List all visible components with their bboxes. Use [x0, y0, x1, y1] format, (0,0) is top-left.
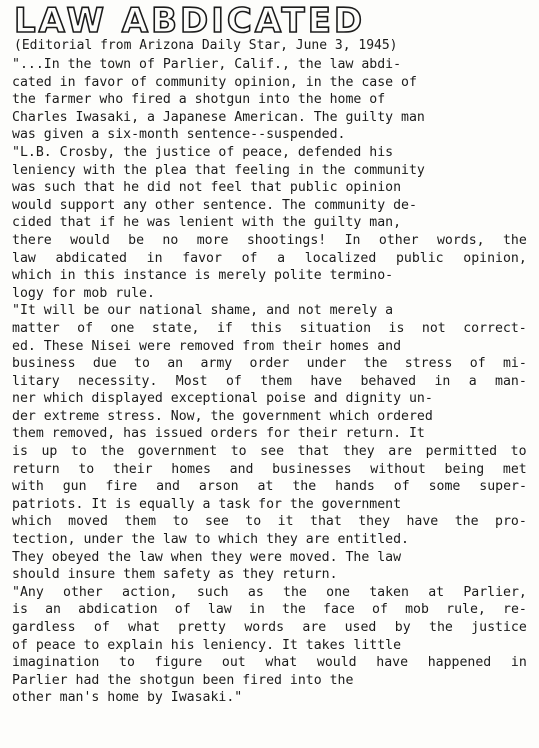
body-line: the farmer who fired a shotgun into the home of — [12, 92, 386, 108]
body-line: other man's home by Iwasaki." — [12, 690, 243, 706]
body-line: "...In the town of Parlier, Calif., the law abdi- — [12, 57, 402, 72]
body-line: was given a six-month sentence--suspended. — [12, 127, 346, 143]
body-line: was such that he did not feel that public opinion — [12, 180, 402, 196]
body-line: which moved them to see to it that they have the pro- — [12, 514, 527, 530]
editorial-body — [12, 56, 527, 707]
headline: LAW ABDICATED — [14, 1, 366, 41]
source-line: (Editorial from Arizona Daily Star, June 3, 1945) — [14, 38, 398, 53]
body-line: der extreme stress. Now, the government which ordered — [12, 408, 433, 424]
body-line: of peace to explain his leniency. It takes little — [12, 637, 402, 653]
body-line: which in this instance is merely polite termino- — [12, 268, 394, 284]
body-line: with gun fire and arson at the hands of some super- — [12, 479, 527, 495]
body-line: gardless of what pretty words are used by the justice — [12, 620, 527, 635]
body-line: Parlier had the shotgun been fired into the — [12, 672, 354, 688]
body-line: Charles Iwasaki, a Japanese American. The guilty man — [12, 109, 425, 125]
body-line: ed. These Nisei were removed from their homes and — [12, 338, 402, 354]
body-line: them removed, has issued orders for their return. It — [12, 426, 425, 442]
body-line: cated in favor of community opinion, in the case of — [12, 74, 417, 90]
body-line: imagination to figure out what would have happened in — [12, 655, 527, 671]
body-line: business due to an army order under the stress of mi- — [12, 356, 527, 372]
body-line: law abdicated in favor of a localized public opinion, — [12, 250, 527, 266]
body-line: return to their homes and businesses without being met — [12, 461, 527, 477]
body-line: "L.B. Crosby, the justice of peace, defended his — [12, 144, 394, 160]
body-line: logy for mob rule. — [12, 285, 155, 301]
body-line: patriots. It is equally a task for the government — [12, 496, 402, 512]
body-line: tection, under the law to which they are entitled. — [12, 532, 409, 548]
body-line: cided that if he was lenient with the guilty man, — [12, 215, 402, 231]
body-line: matter of one state, if this situation is not correct- — [12, 320, 527, 336]
body-line: litary necessity. Most of them have behaved in a man- — [12, 373, 527, 389]
body-line: They obeyed the law when they were moved. The law — [12, 549, 402, 565]
body-line: "It will be our national shame, and not merely a — [12, 303, 394, 319]
body-line: there would be no more shootings! In other words, the — [12, 232, 527, 248]
body-line: is up to the government to see that they are permitted to — [12, 444, 527, 460]
body-line: should insure them safety as they return. — [12, 567, 338, 583]
body-line: leniency with the plea that feeling in the community — [12, 162, 425, 178]
body-line: "Any other action, such as the one taken at Parlier, — [12, 584, 527, 600]
body-line: ner which displayed exceptional poise and dignity un- — [12, 391, 433, 407]
body-line: is an abdication of law in the face of mob rule, re- — [12, 602, 527, 618]
body-line: would support any other sentence. The community de- — [12, 197, 417, 213]
